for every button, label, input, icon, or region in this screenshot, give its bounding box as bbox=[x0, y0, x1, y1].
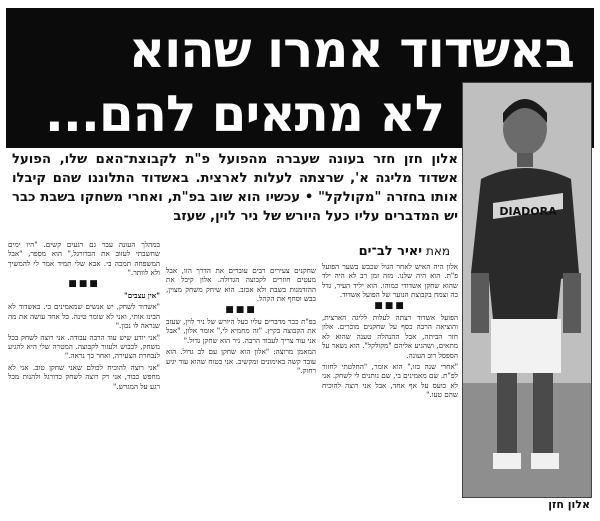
byline-prefix: מאת bbox=[425, 244, 450, 258]
paragraph: "אני יודע שיש עוד הרבה עבודה. אני רוצה לשחק בכל משחק, לכבוש ולעזור לקבוצה. המטרה שלי היא להגיע לנבחרת הצעירה, ואחר כך נראה." bbox=[8, 332, 160, 361]
subheading: "אין עצבים" bbox=[124, 291, 160, 301]
section-separator: ■■■ bbox=[225, 304, 257, 315]
paragraph: שחקנים צעירים רבים עוברים את הדרך הזו, אבל מעטים חוזרים לקבוצה הגדולה. אלון קיבל את ההזדמנות בשבת ולא אכזב. הוא שיחק משחק מצוין, כבש וסחף את הקהל. bbox=[166, 266, 316, 304]
paragraph: במהלך העונה עבר גם רגעים קשים. "היו ימים שחשבתי לעזוב את הכדורגל," הוא מספר, "אבל המשפחה תמכה בי. אבא שלי תמיד אמר לי להמשיך ולא לוותר." bbox=[8, 240, 160, 278]
jersey-sponsor-text: DIADORA bbox=[499, 205, 557, 218]
article-column-3 bbox=[8, 240, 160, 516]
byline bbox=[250, 244, 450, 259]
paragraph: "אחרי שנה כזו," הוא אומר, "החלטתי לחזור לפ"ת. שם מאמינים בי, שם נותנים לי לשחק. אני לא כועס על אף אחד, אבל אני רוצה להוכיח שהם טעו." bbox=[322, 362, 458, 400]
player-photo bbox=[462, 82, 592, 498]
section-separator: ■■■ bbox=[68, 278, 100, 289]
paragraph: בפ"ת כבר מדברים עליו כעל היורש של ניר לוין, שעזב את הקבוצה בקיץ. "זה מחמיא לי," אומר אלון, "אבל אני עוד צריך לעבוד הרבה. ניר הוא שחקן גדול." bbox=[166, 317, 316, 345]
headline-line-1: באשדוד אמרו שהוא bbox=[128, 21, 574, 79]
headline-line-2: לא מתאים להם... bbox=[44, 85, 444, 143]
section-separator: ■■■ bbox=[374, 300, 406, 311]
paragraph: המאמן מרוצה: "אלון הוא שחקן עם לב גדול. הוא עובד קשה באימונים ומקשיב. אני בטוח שהוא עוד יגיע רחוק." bbox=[166, 347, 316, 376]
paragraph: אלון היה האיש לאחר הגול שכבש בשער הפועל פ"ת. הוא היה שלנו. מזה זמן רב לא היה ילד שהוא שחקן אשדודי כמוהו. הוא יליד העיר, גדל בה וצמח בקבוצת הנוער של הפועל אשדוד. bbox=[322, 262, 458, 300]
photo-caption: אלון חזן bbox=[548, 498, 590, 511]
article-column-2 bbox=[166, 266, 316, 514]
article-column-1 bbox=[322, 262, 458, 512]
byline-author: יאיר לב־ים bbox=[358, 244, 423, 259]
paragraph: הפועל אשדוד רצתה לעלות לליגה הארצית, והוציאה הרבה כסף על שחקנים מוכרים. אלון חזר הביתה, אבל ההנהלה טענה שהוא לא מתאים, ושהגיע אליהם "מקולקל". הוא נשאר על הספסל רוב העונה. bbox=[322, 313, 458, 360]
lead-paragraph: אלון חזן חזר בעונה שעברה מהפועל פ"ת לקבוצת־האם שלו, הפועל אשדוד מליגה א', שרצתה לעלות לארצית. באשדוד התלוננו שהם קיבלו אותו בחזרה "מקולקל" • עכשיו הוא שוב בפ"ת, ואחרי משחקו בשבת כבר יש המדברים עליו כעל היורש של ניר לוין, שעזב bbox=[12, 152, 458, 224]
paragraph: "אשדוד לשחק, יש אנשים שמאמינים בי. באשדוד לא הבינו אותי, ואני לא שומר טינה. כל אחד עושה את מה שנראה לו נכון." bbox=[8, 302, 160, 331]
paragraph: "אני רוצה להוכיח לכולם שאני שחקן טוב. אני לא מחפש כבוד, אני רק רוצה לשחק כדורגל ולהנות מכל רגע על המגרש." bbox=[8, 362, 160, 391]
